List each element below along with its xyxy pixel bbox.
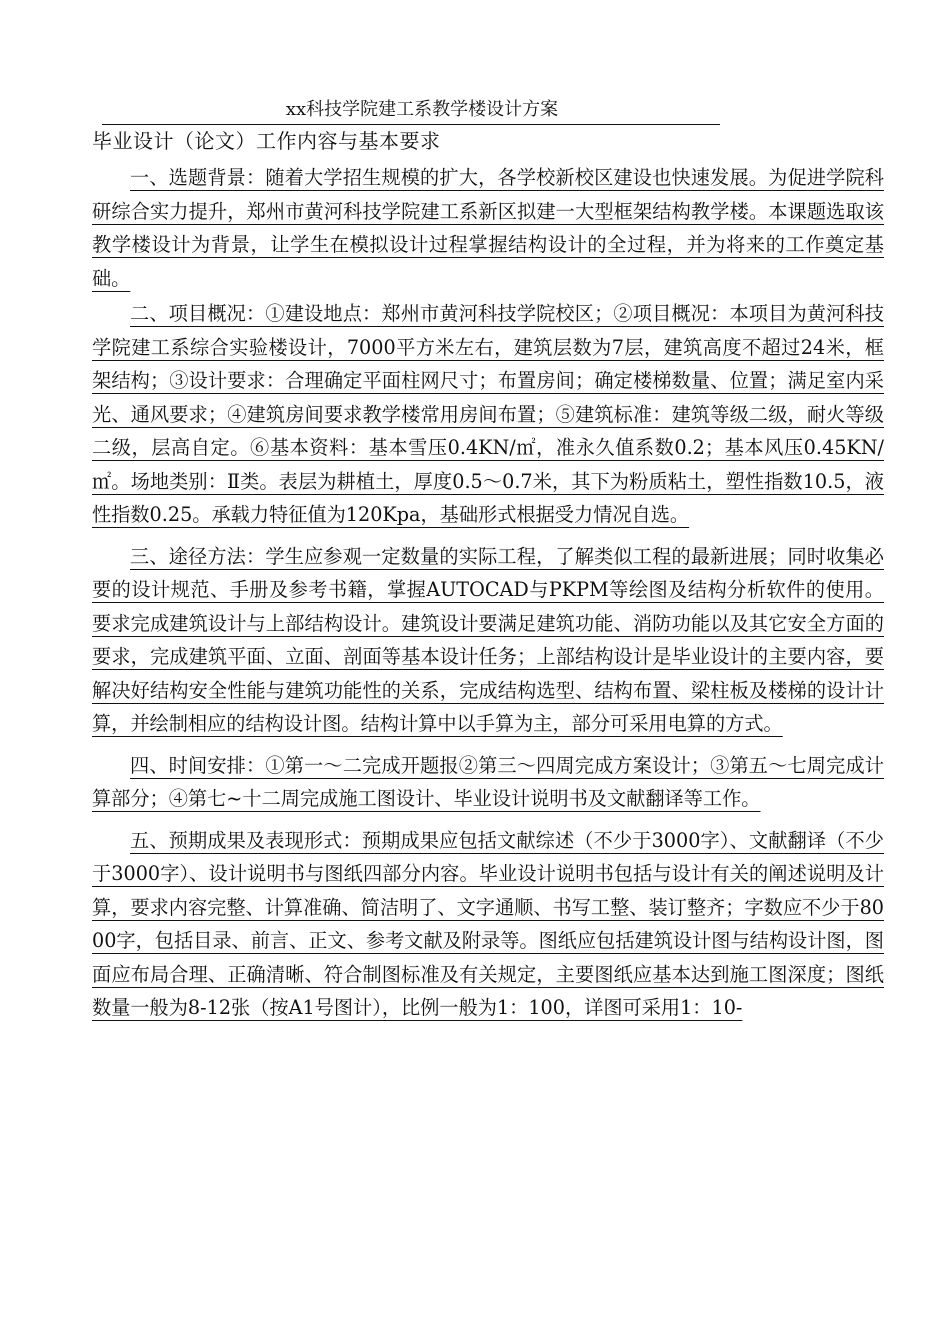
- section-methods: 三、途径方法：学生应参观一定数量的实际工程，了解类似工程的最新进展；同时收集必要的设计规范、手册及参考书籍，掌握AUTOCAD与PKPM等绘图及结构分析软件的使用。要求完成建筑设计与上部结构设计。建筑设计要满足建筑功能、消防功能以及其它安全方面的要求，完成建筑平面、立面、剖面等基本设计任务；上部结构设计是毕业设计的主要内容，要解决好结构安全性能与建筑功能性的关系，完成结构选型、结构布置、梁柱板及楼梯的设计计算，并绘制相应的结构设计图。结构计算中以手算为主，部分可采用电算的方式。: [92, 544, 884, 735]
- section-background: 一、选题背景：随着大学招生规模的扩大，各学校新校区建设也快速发展。为促进学院科研综合实力提升，郑州市黄河科技学院建工系新区拟建一大型框架结构教学楼。本课题选取该教学楼设计为背景，让学生在模拟设计过程掌握结构设计的全过程，并为将来的工作奠定基础。: [92, 166, 884, 290]
- document-title: 毕业设计（论文）工作内容与基本要求: [92, 129, 441, 153]
- project-title-header: [102, 96, 720, 125]
- section-project-overview: 二、项目概况：①建设地点：郑州市黄河科技学院校区；②项目概况：本项目为黄河科技学院建工系综合实验楼设计，7000平方米左右，建筑层数为7层，建筑高度不超过24米，框架结构；③设计要求：合理确定平面柱网尺寸；布置房间；确定楼梯数量、位置；满足室内采光、通风要求；④建筑房间要求教学楼常用房间布置；⑤建筑标准：建筑等级二级，耐火等级二级，层高自定。⑥基本资料：基本雪压0.4KN/㎡，准永久值系数0.2；基本风压0.45KN/㎡。场地类别：Ⅱ类。表层为耕植土，厚度0.5～0.7米，其下为粉质粘土，塑性指数10.5，液性指数0.25。承载力特征值为120Kpa，基础形式根据受力情况自选。: [92, 302, 884, 526]
- project-title: xx科技学院建工系教学楼设计方案: [285, 99, 559, 120]
- section-schedule: 四、时间安排：①第一～二完成开题报②第三～四周完成方案设计；③第五～七周完成计算部分；④第七~十二周完成施工图设计、毕业设计说明书及文献翻译等工作。: [92, 753, 884, 810]
- document-page: [92, 96, 884, 1025]
- section-expected-results: 五、预期成果及表现形式：预期成果应包括文献综述（不少于3000字）、文献翻译（不少于3000字）、设计说明书与图纸四部分内容。毕业设计说明书包括与设计有关的阐述说明及计算，要求内容完整、计算准确、简洁明了、文字通顺、书写工整、装订整齐；字数应不少于8000字，包括目录、前言、正文、参考文献及附录等。图纸应包括建筑设计图与结构设计图，图面应布局合理、正确清晰、符合制图标准及有关规定，主要图纸应基本达到施工图深度；图纸数量一般为8-12张（按A1号图计），比例一般为1：100，详图可采用1：10-: [92, 828, 884, 1019]
